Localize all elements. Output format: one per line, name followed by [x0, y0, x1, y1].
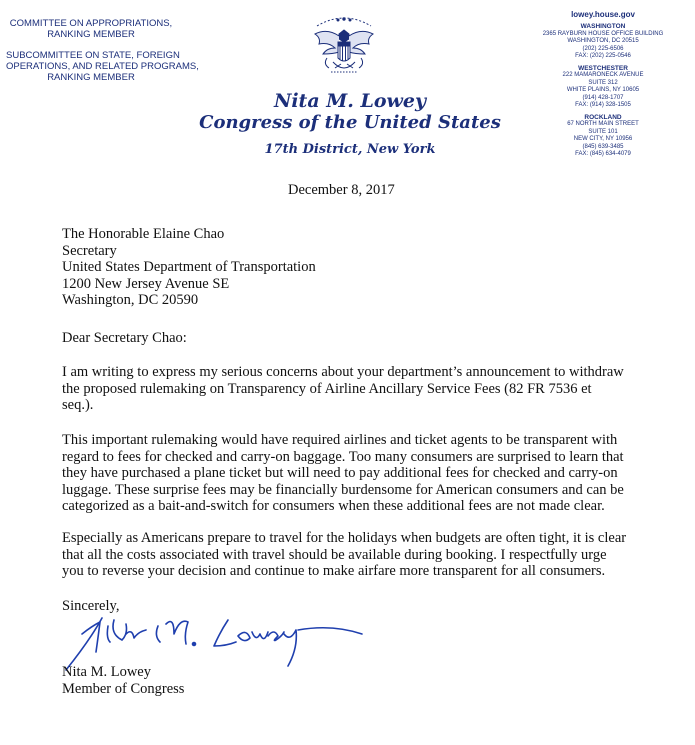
letterhead — [190, 90, 510, 160]
body-line: Especially as Americans prepare to travel for the holidays when budgets are often tight, it is clear — [62, 530, 627, 546]
body-line: seq.). — [62, 397, 94, 413]
body-paragraph-1 — [62, 364, 662, 414]
letter-date: December 8, 2017 — [288, 182, 395, 198]
body-line: the proposed rulemaking on Transparency of Airline Ancillary Service Fees (82 FR 7536 et — [62, 380, 592, 397]
body-line: categorized as a bait-and-switch for consumers when these additional fees are not made clear. — [62, 498, 605, 514]
office-addresses — [538, 10, 668, 163]
office-line: SUITE 312 — [588, 79, 618, 86]
recipient-city: Washington, DC 20590 — [62, 292, 199, 308]
body-paragraph-3 — [62, 530, 662, 580]
body-line: luggage. These surprise fees may be financially burdensome for American consumers and can be — [62, 481, 624, 498]
website-link[interactable]: lowey.house.gov — [571, 10, 635, 19]
office-rockland — [538, 114, 668, 159]
body-line: This important rulemaking would have required airlines and ticket agents to be transparent with — [62, 432, 618, 448]
office-name: ROCKLAND — [584, 113, 622, 121]
office-phone: (845) 639-3485 — [582, 143, 624, 150]
office-line: 222 MAMARONECK AVENUE — [562, 72, 644, 78]
office-line: 67 NORTH MAIN STREET — [567, 121, 639, 127]
body-line: I am writing to express my serious concerns about your department’s announcement to withdraw — [62, 364, 624, 380]
office-line: WASHINGTON, DC 20515 — [567, 38, 639, 44]
signer-block — [62, 664, 184, 697]
house-seal-icon — [309, 12, 379, 82]
member-name: Nita M. Lowey — [273, 90, 427, 112]
office-phone: (914) 428-1707 — [582, 94, 624, 101]
body-line: they have purchased a plane ticket but will need to pay additional fees for checked and carry-on — [62, 465, 618, 481]
signer-name: Nita M. Lowey — [62, 664, 151, 680]
body-paragraph-2 — [62, 432, 662, 515]
office-fax: FAX: (202) 225-0546 — [575, 53, 631, 59]
office-fax: FAX: (914) 328-1505 — [575, 102, 631, 108]
subcommittee-line: OPERATIONS, AND RELATED PROGRAMS, — [6, 61, 199, 72]
office-name: WASHINGTON — [580, 23, 626, 30]
committee-block — [6, 18, 199, 83]
body-line: that all the costs associated with travel should be available during booking. I respectfully urge — [62, 546, 607, 563]
recipient-department: United States Department of Transportation — [62, 259, 316, 275]
office-name: WESTCHESTER — [578, 64, 628, 72]
committee-line: COMMITTEE ON APPROPRIATIONS, — [9, 18, 173, 29]
recipient-street: 1200 New Jersey Avenue SE — [62, 275, 230, 292]
subcommittee-line: SUBCOMMITTEE ON STATE, FOREIGN — [6, 50, 180, 61]
signer-title: Member of Congress — [62, 680, 185, 697]
office-line: SUITE 101 — [588, 128, 618, 135]
district: 17th District, New York — [264, 142, 436, 157]
office-fax: FAX: (845) 634-4079 — [575, 151, 631, 157]
office-westchester — [538, 65, 668, 110]
office-phone: (202) 225-6506 — [582, 45, 624, 52]
subcommittee-role: RANKING MEMBER — [47, 72, 135, 83]
office-line: NEW CITY, NY 10956 — [573, 136, 633, 142]
body-line: you to reverse your decision and continue to make airfare more transparent for all consumers. — [62, 563, 606, 579]
office-washington — [538, 23, 668, 61]
recipient-name: The Honorable Elaine Chao — [62, 226, 225, 242]
closing: Sincerely, — [62, 598, 120, 614]
recipient-address — [62, 226, 316, 309]
committee-role: RANKING MEMBER — [47, 29, 135, 40]
body-line: regard to fees for checked and carry-on baggage. Too many consumers are surprised to learn that — [62, 448, 624, 465]
salutation: Dear Secretary Chao: — [62, 330, 187, 346]
office-line: WHITE PLAINS, NY 10605 — [566, 87, 640, 93]
subcommittee-block — [6, 50, 199, 83]
office-line: 2365 RAYBURN HOUSE OFFICE BUILDING — [542, 30, 664, 37]
congress-title: Congress of the United States — [199, 112, 501, 133]
recipient-title: Secretary — [62, 242, 117, 259]
